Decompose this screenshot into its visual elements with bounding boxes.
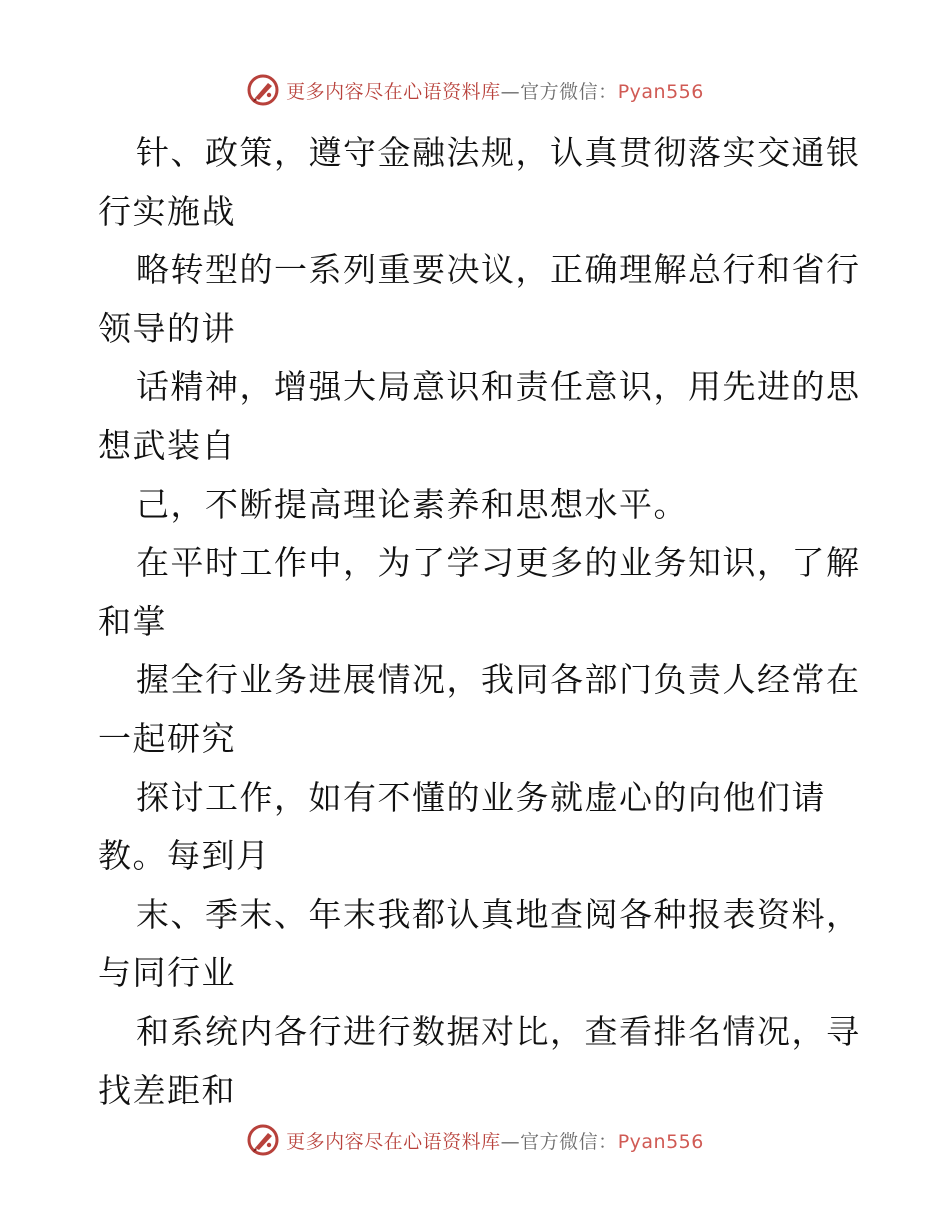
text-line: 末、季末、年末我都认真地查阅各种报表资料， xyxy=(136,894,861,934)
text-line: 行实施战 xyxy=(98,191,236,231)
watermark-wechat-id: Pyan556 xyxy=(617,80,704,103)
watermark-official: 官方微信： xyxy=(520,1130,618,1153)
text-line: 在平时工作中，为了学习更多的业务知识，了解 xyxy=(136,543,861,583)
text-line: 针、政策，遵守金融法规，认真贯彻落实交通银 xyxy=(136,133,861,172)
text-line: 找差距和 xyxy=(98,1070,236,1110)
document-body xyxy=(98,124,861,1120)
footer-watermark xyxy=(0,1120,950,1160)
text-line: 和掌 xyxy=(98,601,167,641)
text-line: 领导的讲 xyxy=(98,308,236,348)
watermark-main: 更多内容尽在心语资料库 xyxy=(286,1130,501,1153)
text-line: 握全行业务进展情况，我同各部门负责人经常在 xyxy=(136,660,861,700)
watermark-official: 官方微信： xyxy=(520,80,618,103)
text-line: 话精神，增强大局意识和责任意识，用先进的思 xyxy=(136,367,861,407)
text-line: 己，不断提高理论素养和思想水平。 xyxy=(136,484,688,524)
watermark-dash: — xyxy=(500,80,521,103)
watermark-dash: — xyxy=(500,1130,521,1153)
watermark-wechat-id: Pyan556 xyxy=(617,1130,704,1153)
text-line: 想武装自 xyxy=(98,425,236,465)
pen-logo-icon xyxy=(246,1123,280,1157)
pen-logo-icon xyxy=(246,73,280,107)
watermark-text xyxy=(286,77,704,104)
text-line: 教。每到月 xyxy=(98,836,271,876)
text-line: 探讨工作，如有不懂的业务就虚心的向他们请 xyxy=(136,777,826,817)
text-line: 和系统内各行进行数据对比，查看排名情况，寻 xyxy=(136,1011,861,1051)
text-line: 与同行业 xyxy=(98,953,236,993)
text-line: 一起研究 xyxy=(98,718,236,758)
watermark-text xyxy=(286,1127,704,1154)
watermark-main: 更多内容尽在心语资料库 xyxy=(286,80,501,103)
text-line: 略转型的一系列重要决议，正确理解总行和省行 xyxy=(136,250,861,290)
header-watermark xyxy=(0,70,950,110)
